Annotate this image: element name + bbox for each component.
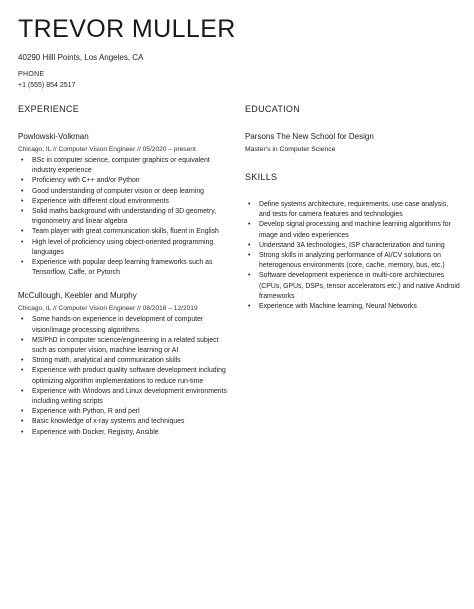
job-meta: Chicago, IL // Computer Vision Engineer // 08/2016 – 12/2019	[18, 305, 198, 313]
experience-title: EXPERIENCE	[18, 104, 80, 114]
job-bullet: • Basic knowledge of x-ray systems and techniques	[18, 417, 232, 427]
skill-item: • Define systems architecture, requirements, use case analysis, and tests for camera features and technologies	[245, 200, 461, 220]
job-bullet: • Team player with great communication skills, fluent in English	[18, 227, 232, 237]
job-bullet: • Experience with Docker, Registry, Ansible	[18, 428, 232, 438]
job-entry	[18, 132, 232, 278]
job-bullets	[18, 315, 232, 437]
job-bullet: • High level of proficiency using object-oriented programming languages	[18, 238, 232, 258]
job-bullet: • Proficiency with C++ and/or Python	[18, 176, 232, 186]
job-bullets	[18, 156, 232, 278]
job-entry	[18, 291, 232, 437]
phone-label: PHONE	[18, 71, 45, 78]
job-bullet: • Experience with Windows and Linux development environments including writing scripts	[18, 387, 232, 407]
right-column	[245, 104, 461, 312]
skill-item: • Strong skills in analyzing performance of AI/CV solutions on heterogenous environments (core, cache, memory, bus, etc.)	[245, 251, 461, 271]
job-company: Powlowski-Volkman	[18, 132, 89, 141]
job-bullet: • Strong math, analytical and communication skills	[18, 356, 232, 366]
job-bullet: • MS/PhD in computer science/engineering in a related subject such as computer vision, machine learning or AI	[18, 336, 232, 356]
skill-item: • Develop signal processing and machine learning algorithms for image and video experiences	[245, 220, 461, 240]
job-bullet: • Good understanding of computer vision or deep learning	[18, 187, 232, 197]
address: 40290 Hilll Points, Los Angeles, CA	[18, 53, 144, 62]
job-bullet: • Some hands-on experience in development of computer vision/image processing algorithms	[18, 315, 232, 335]
job-bullet: • BSc in computer science, computer graphics or equivalent industry experience	[18, 156, 232, 176]
education-school: Parsons The New School for Design	[245, 132, 374, 141]
phone-number: +1 (555) 854 2517	[18, 82, 76, 89]
skills-title: SKILLS	[245, 172, 278, 182]
job-bullet: • Experience with popular deep learning frameworks such as Tensorflow, Caffe, or Pytorch	[18, 258, 232, 278]
job-bullet: • Experience with Python, R and perl	[18, 407, 232, 417]
job-bullet: • Experience with different cloud environments	[18, 197, 232, 207]
skill-item: • Software development experience in multi-core architectures (CPUs, GPUs, DSPs, tensor accelerators etc.) and native Android frameworks	[245, 271, 461, 302]
skill-item: • Understand 3A technologies, ISP characterization and tuning	[245, 241, 461, 251]
experience-section	[18, 104, 232, 451]
education-degree: Master's in Computer Science	[245, 146, 336, 153]
education-title: EDUCATION	[245, 104, 301, 114]
skills-list	[245, 200, 461, 312]
job-company: McCullough, Keebler and Murphy	[18, 291, 137, 301]
job-bullet: • Solid maths background with understanding of 3D geometry, trigonometry and linear algebra	[18, 207, 232, 227]
job-meta: Chicago, IL // Computer Vision Engineer // 05/2020 – present	[18, 146, 196, 153]
skill-item: • Experience with Machine learning, Neural Networks	[245, 302, 461, 312]
job-bullet: • Experience with product quality software development including optimizing algorithm implementations to reduce run-time	[18, 366, 232, 386]
candidate-name: TREVOR MULLER	[18, 15, 236, 43]
